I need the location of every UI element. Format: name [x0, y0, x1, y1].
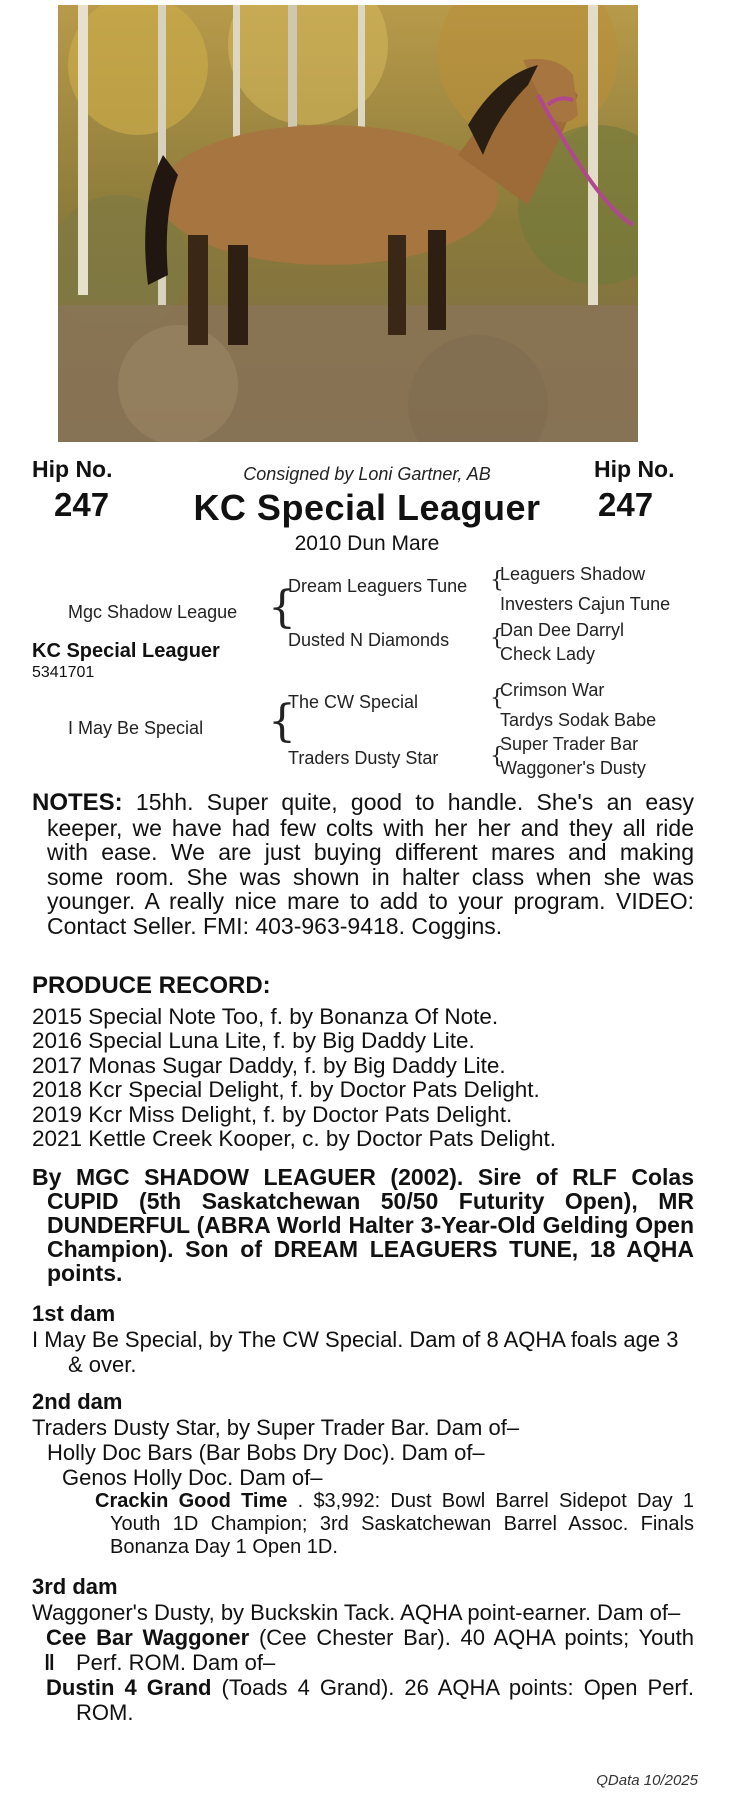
ped-ss: Dream Leaguers Tune [288, 576, 468, 596]
ped-dam: I May Be Special [68, 718, 204, 738]
ped-dss: Crimson War [500, 680, 605, 700]
third-dam-produce-1 [32, 1625, 694, 1675]
first-dam-heading: 1st dam [32, 1301, 116, 1326]
ped-ds: The CW Special [288, 692, 419, 712]
notes-section [32, 790, 694, 938]
second-dam-line1: Traders Dusty Star, by Super Trader Bar. Dam of– [32, 1414, 520, 1440]
second-dam-heading: 2nd dam [32, 1389, 123, 1414]
second-dam-line3: Genos Holly Doc. Dam of– [62, 1464, 323, 1490]
third-dam-heading: 3rd dam [32, 1574, 118, 1599]
produce-item: 2018 Kcr Special Delight, f. by Doctor Pats Delight. [32, 1077, 540, 1102]
produce-item: 2021 Kettle Creek Kooper, c. by Doctor Pats Delight. [32, 1126, 557, 1151]
produce-item: 2019 Kcr Miss Delight, f. by Doctor Pats Delight. [32, 1101, 513, 1127]
consignor: Consigned by Loni Gartner, AB [243, 464, 491, 484]
brace-ds: { [490, 686, 504, 711]
produce-name: Crackin Good Time [95, 1489, 288, 1512]
hip-label-right: Hip No. [594, 456, 675, 482]
first-dam-text: I May Be Special, by The CW Special. Dam of 8 AQHA foals age 3 & over. [32, 1326, 679, 1377]
produce-name: Cee Bar Waggoner [46, 1624, 250, 1650]
produce-name: Dustin 4 Grand [46, 1674, 212, 1700]
footer-qdata: QData 10/2025 [596, 1772, 698, 1789]
produce-record: (Cee Chester Bar). 40 AQHA points; Youth Perf. ROM. Dam of– [76, 1624, 694, 1675]
second-dam-line2: Holly Doc Bars (Bar Bobs Dry Doc). Dam of– [47, 1439, 485, 1465]
ped-sire: Mgc Shadow League [68, 602, 238, 622]
brace-dam: { [268, 696, 296, 747]
ped-horse-name: KC Special Leaguer [32, 640, 220, 662]
ped-sds: Dan Dee Darryl [500, 620, 625, 640]
notes-label: NOTES: [32, 789, 123, 816]
produce-record: . $3,992: Dust Bowl Barrel Sidepot Day 1 Youth 1D Champion; 3rd Saskatchewan Barrel Assoc. Finals Bonanza Day 1 Open 1D. [110, 1489, 694, 1558]
ped-dd: Traders Dusty Star [288, 748, 439, 768]
third-dam-text: Waggoner's Dusty, by Buckskin Tack. AQHA point-earner. Dam of– [32, 1599, 681, 1625]
brace-sd: { [490, 626, 504, 651]
second-dam-section [32, 1390, 694, 1559]
brace-ss: { [490, 568, 504, 593]
hip-number-right: 247 [598, 486, 654, 523]
ped-sd: Dusted N Diamonds [288, 630, 450, 650]
produce-marker: ‖ [44, 1649, 55, 1675]
third-dam-section [32, 1575, 694, 1725]
produce-section [32, 974, 694, 1152]
ped-dds: Super Trader Bar [500, 734, 639, 754]
ped-sss: Leaguers Shadow [500, 564, 646, 584]
third-dam-produce-2 [32, 1675, 694, 1725]
hip-number-left: 247 [54, 486, 110, 523]
ped-ddd: Waggoner's Dusty [500, 758, 646, 778]
ped-dsd: Tardys Sodak Babe [500, 710, 657, 730]
sire-summary [32, 1165, 694, 1285]
sire-summary-text: By MGC SHADOW LEAGUER (2002). Sire of RLF Colas CUPID (5th Saskatchewan 50/50 Futurity Open), MR DUNDERFUL (ABRA World Halter 3-Year-Old Gelding Open Champion). Son of DREAM LEAGUERS TUNE, 18 AQHA points. [32, 1164, 694, 1286]
produce-heading: PRODUCE RECORD: [32, 972, 271, 999]
brace-sire: { [268, 582, 296, 633]
produce-record: (Toads 4 Grand). 26 AQHA points: Open Perf. ROM. [76, 1674, 694, 1725]
horse-photo [58, 5, 638, 442]
second-dam-produce [32, 1490, 694, 1559]
hip-label-left: Hip No. [32, 456, 113, 482]
reg-number: 5341701 [32, 664, 95, 681]
horse-description: 2010 Dun Mare [294, 532, 440, 555]
ped-ssd: Investers Cajun Tune [500, 594, 671, 614]
produce-item: 2015 Special Note Too, f. by Bonanza Of Note. [32, 1003, 499, 1029]
produce-item: 2016 Special Luna Lite, f. by Big Daddy Lite. [32, 1028, 475, 1053]
produce-item: 2017 Monas Sugar Daddy, f. by Big Daddy Lite. [32, 1052, 506, 1078]
first-dam-section [32, 1302, 694, 1377]
horse-name: KC Special Leaguer [193, 487, 541, 528]
ped-sdd: Check Lady [500, 644, 596, 664]
notes-text: 15hh. Super quite, good to handle. She's an easy keeper, we have had few colts with her her and they all ride with ease. We are just buying different mares and making some room. She was shown in halter class when she was younger. A really nice mare to add to your program. VIDEO: Contact Seller. FMI: 403-963-9418. Coggins. [47, 789, 694, 939]
brace-dd: { [490, 744, 504, 769]
